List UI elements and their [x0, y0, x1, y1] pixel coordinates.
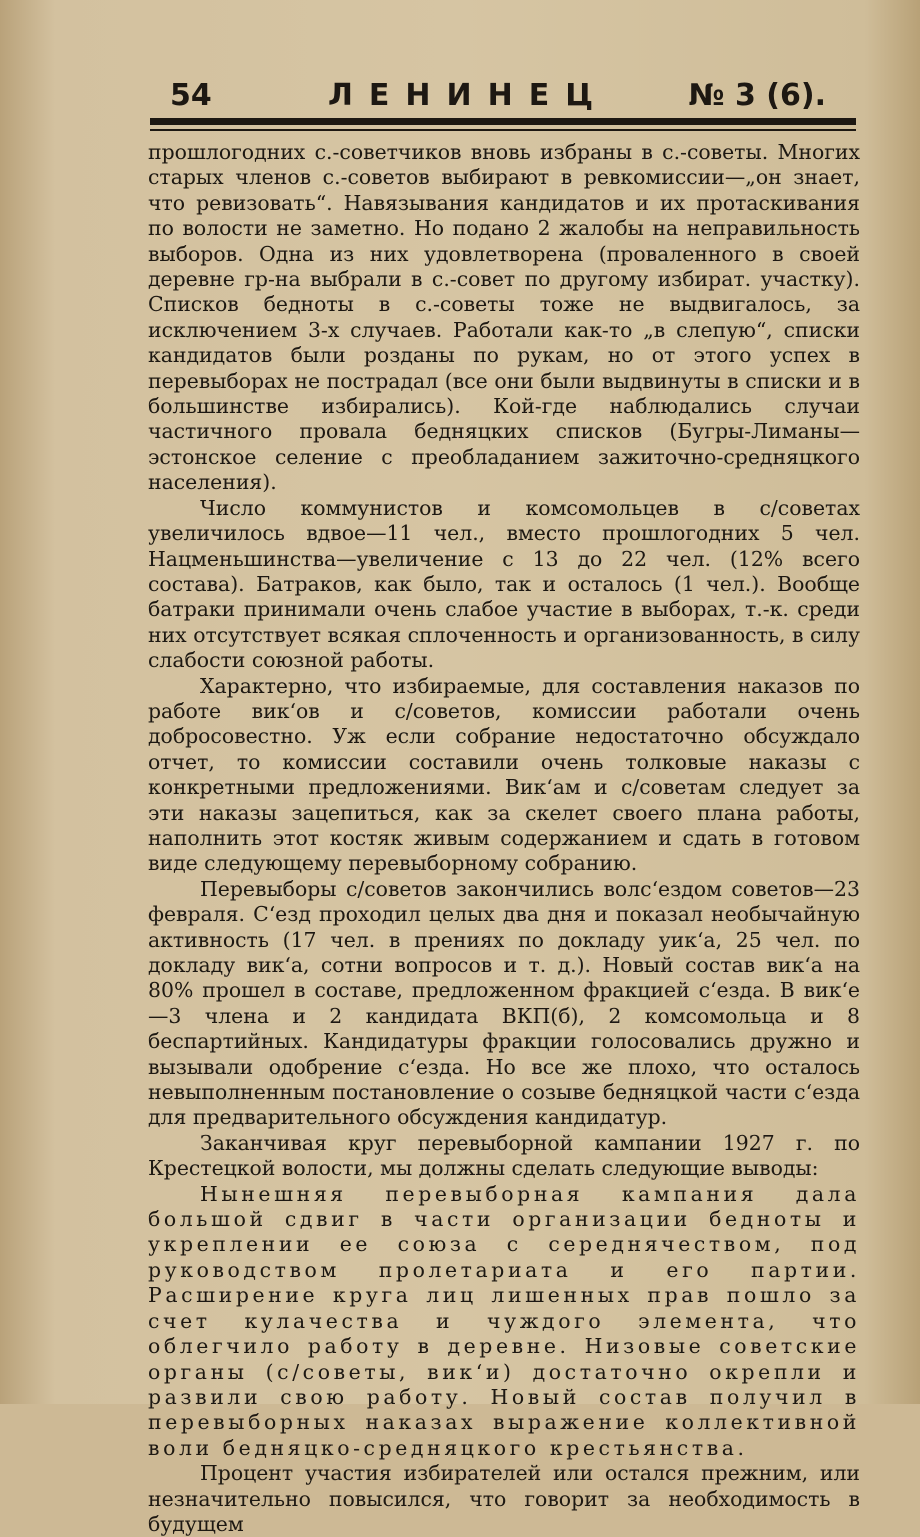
masthead-title: ЛЕНИНЕЦ	[328, 78, 610, 113]
paragraph-7: Процент участия избирателей или остался прежним, или незначительно повысился, что говорит за необходимость в будущем	[148, 1461, 860, 1536]
paragraph-2: Число коммунистов и комсомольцев в с/советах увеличилось вдвое—11 чел., вместо прошлогодних 5 чел. Нацменьшинства—увеличение с 13 до 22 чел. (12% всего состава). Батраков, как было, так и осталось (1 чел.). Вообще батраки принимали очень слабое участие в выборах, т.-к. среди них отсутствует всякая сплоченность и организованность, в силу слабости союзной работы.	[148, 495, 860, 673]
paragraph-4: Перевыборы с/советов закончились волс‘ездом советов—23 февраля. С‘езд проходил целых два дня и показал необычайную активность (17 чел. в прениях по докладу уик‘а, 25 чел. по докладу вик‘а, сотни вопросов и т. д.). Новый состав вик‘а на 80% прошел в составе, предложенном фракцией с‘езда. В вик‘е—3 члена и 2 кандидата ВКП(б), 2 комсомольца и 8 беспартийных. Кандидатуры фракции голосовались дружно и вызывали одобрение с‘езда. Но все же плохо, что осталось невыполненным постановление о созыве бедняцкой части с‘езда для предварительного обсуждения кандидатур.	[148, 876, 860, 1130]
paragraph-3: Характерно, что избираемые, для составления наказов по работе вик‘ов и с/советов, комиссии работали очень добросовестно. Уж если собрание недостаточно обсуждало отчет, то комиссии составили очень толковые наказы с конкретными предложениями. Вик‘ам и с/советам следует за эти наказы зацепиться, как за скелет своего плана работы, наполнить этот костяк живым содержанием и сдать в готовом виде следующему перевыборному собранию.	[148, 673, 860, 876]
header-rule-thin	[150, 129, 856, 131]
page-header	[150, 70, 856, 120]
paragraph-5: Заканчивая круг перевыборной кампании 1927 г. по Крестецкой волости, мы должны сделать следующие выводы:	[148, 1130, 860, 1181]
paragraph-conclusions: Нынешняя перевыборная кампания дала большой сдвиг в части организации бедноты и укреплении ее союза с середнячеством, под руководством пролетариата и его партии. Расширение круга лиц лишенных прав пошло за счет кулачества и чуждого элемента, что облегчило работу в деревне. Низовые советские органы (с/советы, вик‘и) достаточно окрепли и развили свою работу. Новый состав получил в перевыборных наказах выражение коллективной воли бедняцко-средняцкого крестьянства.	[148, 1181, 860, 1460]
article-body	[148, 140, 860, 1537]
header-rule-thick	[150, 118, 856, 125]
paragraph-1: прошлогодних с.-советчиков вновь избраны в с.-советы. Многих старых членов с.-советов выбирают в ревкомиссии—„он знает, что ревизовать“. Навязывания кандидатов и их протаскивания по волости не заметно. Но подано 2 жалобы на неправильность выборов. Одна из них удовлетворена (проваленного в своей деревне гр-на выбрали в с.-совет по другому избират. участку). Списков бедноты в с.-советы тоже не выдвигалось, за исключением 3-х случаев. Работали как-то „в слепую“, списки кандидатов были розданы по рукам, но от этого успех в перевыборах не пострадал (все они были выдвинуты в списки и в большинстве избирались). Кой-где наблюдались случаи частичного провала бедняцких списков (Бугры-Лиманы—эстонское селение с преобладанием зажиточно-средняцкого населения).	[148, 140, 860, 495]
issue-number: № 3 (6).	[688, 78, 826, 113]
page-number: 54	[170, 78, 212, 113]
